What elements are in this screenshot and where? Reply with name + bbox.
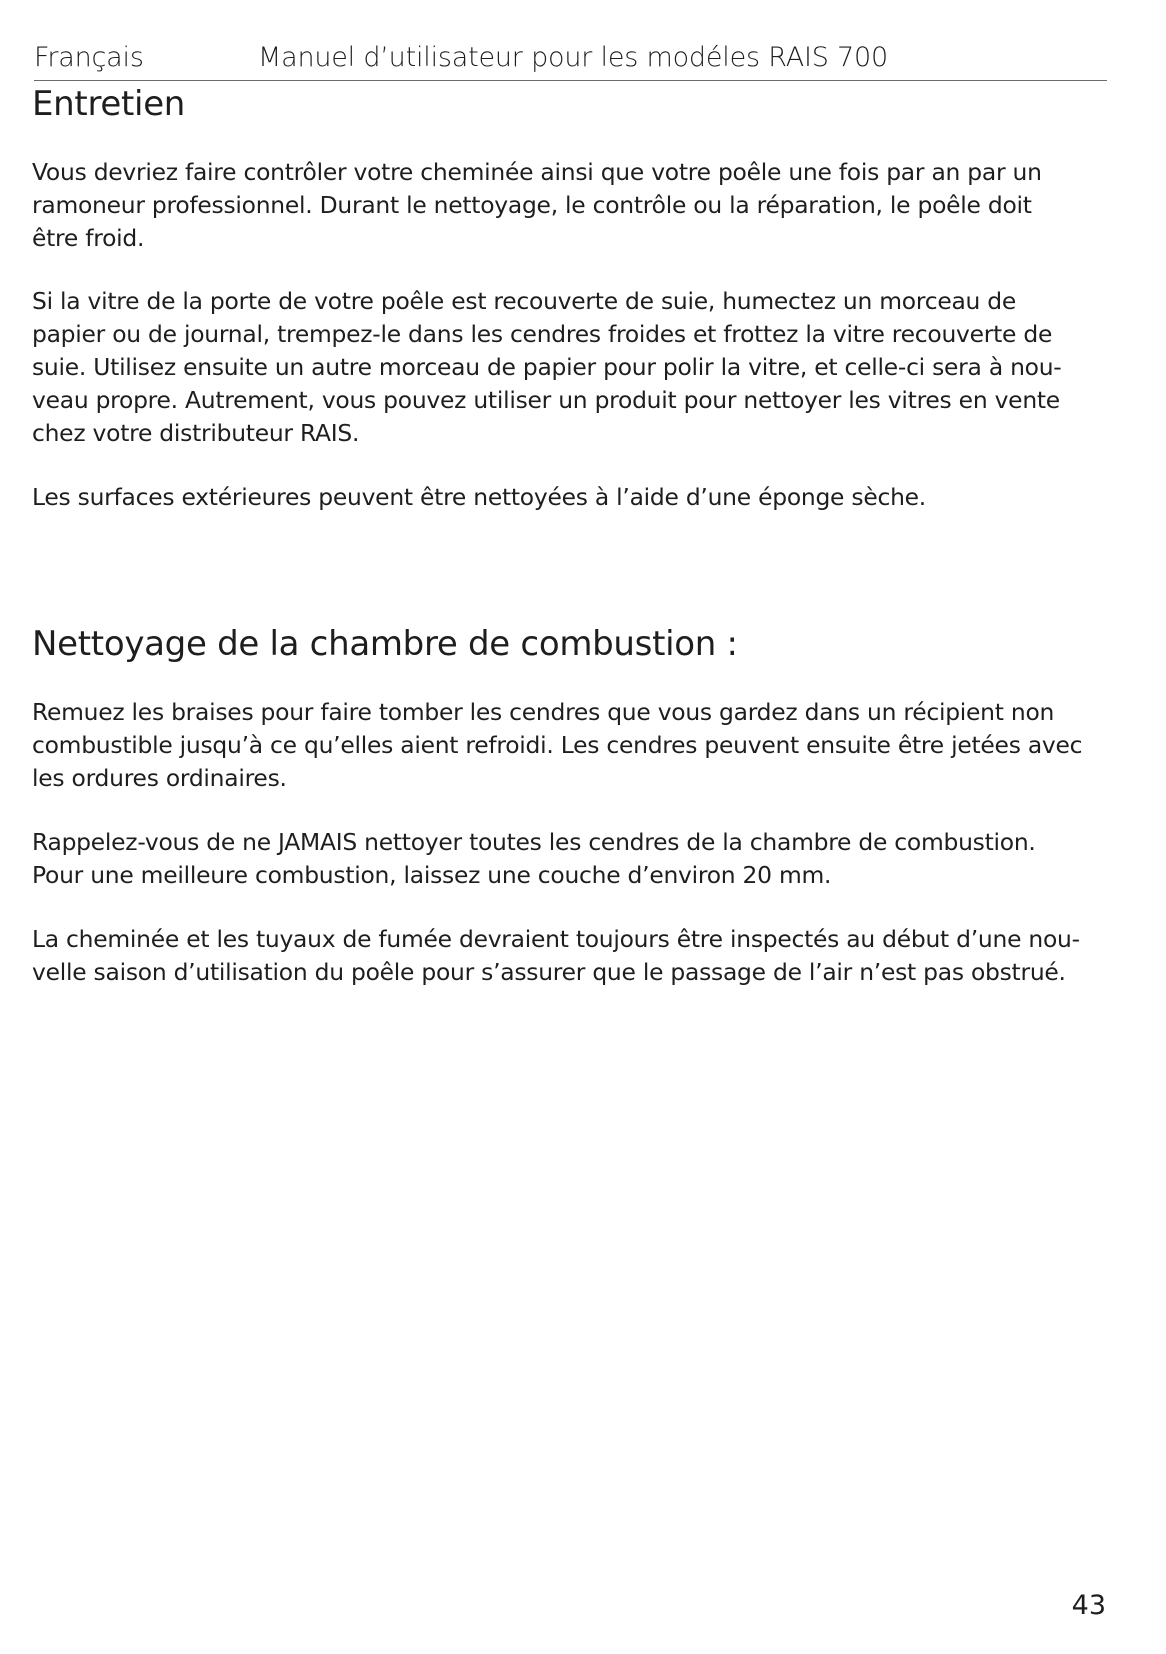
paragraph	[32, 923, 1112, 989]
paragraph	[32, 285, 1112, 450]
text-line: suie. Utilisez ensuite un autre morceau de papier pour polir la vitre, et celle-ci sera à nou-	[32, 353, 1062, 381]
paragraph	[32, 481, 1112, 514]
text-line: chez votre distributeur RAIS.	[32, 419, 360, 447]
text-line: Vous devriez faire contrôler votre cheminée ainsi que votre poêle une fois par an par un	[32, 158, 1042, 186]
text-line: combustible jusqu’à ce qu’elles aient refroidi. Les cendres peuvent ensuite être jetées avec	[32, 731, 1083, 759]
text-line: Si la vitre de la porte de votre poêle est recouverte de suie, humectez un morceau de	[32, 287, 1017, 315]
header-language: Français	[34, 42, 144, 73]
text-line: papier ou de journal, trempez-le dans les cendres froides et frottez la vitre recouverte de	[32, 320, 1053, 348]
text-line: La cheminée et les tuyaux de fumée devraient toujours être inspectés au début d’une nou-	[32, 925, 1080, 953]
page-number: 43	[1071, 1590, 1106, 1621]
text-line: velle saison d’utilisation du poêle pour s’assurer que le passage de l’air n’est pas obstrué.	[32, 958, 1066, 986]
text-line: Pour une meilleure combustion, laissez une couche d’environ 20 mm.	[32, 861, 832, 889]
text-line: les ordures ordinaires.	[32, 764, 287, 792]
text-line: ramoneur professionnel. Durant le nettoyage, le contrôle ou la réparation, le poêle doit	[32, 191, 1032, 219]
section-heading-nettoyage: Nettoyage de la chambre de combustion :	[32, 624, 738, 664]
text-line: Les surfaces extérieures peuvent être nettoyées à l’aide d’une éponge sèche.	[32, 483, 926, 511]
text-line: veau propre. Autrement, vous pouvez utiliser un produit pour nettoyer les vitres en vente	[32, 386, 1060, 414]
header-title: Manuel d’utilisateur pour les modéles RAIS 700	[258, 42, 888, 73]
paragraph	[32, 826, 1112, 892]
text-line: Rappelez-vous de ne JAMAIS nettoyer toutes les cendres de la chambre de combustion.	[32, 828, 1036, 856]
section-heading-entretien: Entretien	[32, 84, 186, 124]
page-header	[34, 40, 1107, 81]
paragraph	[32, 156, 1112, 255]
paragraph	[32, 696, 1112, 795]
text-line: Remuez les braises pour faire tomber les cendres que vous gardez dans un récipient non	[32, 698, 1055, 726]
text-line: être froid.	[32, 224, 145, 252]
